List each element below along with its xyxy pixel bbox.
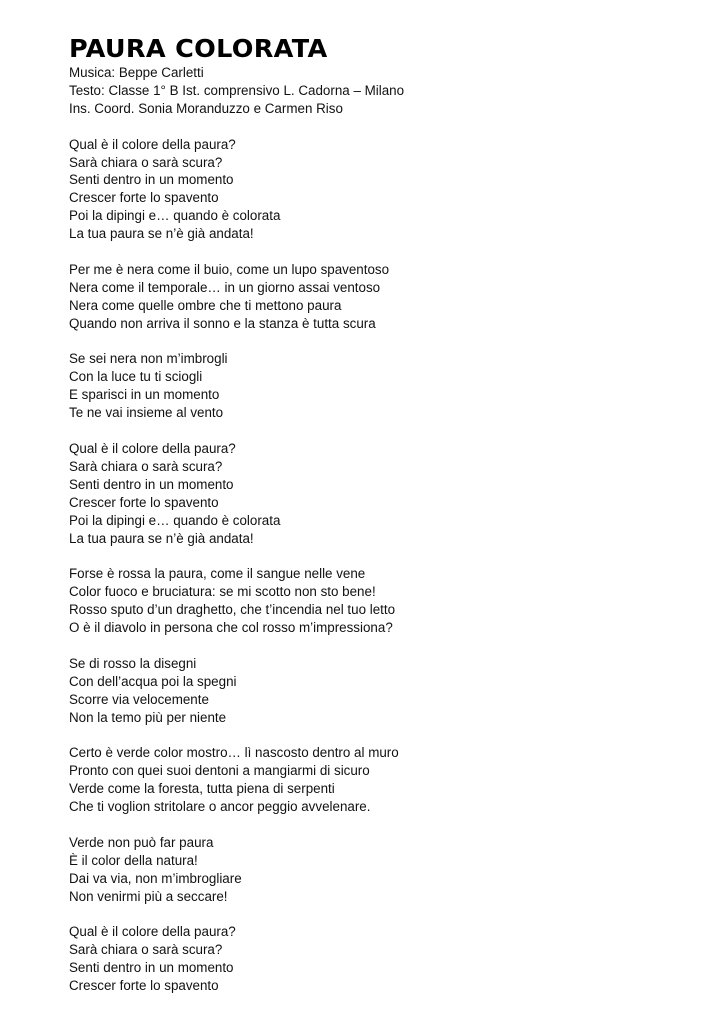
lyric-line: Se di rosso la disegni — [69, 655, 197, 671]
credit-lyrics: Testo: Classe 1° B Ist. comprensivo L. Cadorna – Milano — [69, 82, 405, 98]
lyric-line: È il color della natura! — [69, 852, 198, 868]
stanza-chorus — [69, 440, 709, 547]
lyric-line: Qual è il colore della paura? — [69, 924, 236, 940]
lyric-line: Qual è il colore della paura? — [69, 440, 236, 456]
lyric-line: Certo è verde color mostro… lì nascosto dentro al muro — [69, 745, 399, 761]
stanza-chorus — [69, 136, 709, 243]
lyric-line: Verde come la foresta, tutta piena di serpenti — [69, 781, 335, 797]
lyric-line: Sarà chiara o sarà scura? — [69, 458, 223, 474]
lyric-line: Nera come il temporale… in un giorno assai ventoso — [69, 279, 381, 295]
lyric-line: Te ne vai insieme al vento — [69, 405, 224, 421]
lyric-line: Per me è nera come il buio, come un lupo spaventoso — [69, 261, 390, 277]
lyric-line: Poi la dipingi e… quando è colorata — [69, 512, 281, 528]
lyrics-page — [69, 34, 709, 995]
song-title: PAURA COLORATA — [69, 34, 328, 63]
lyric-line: Pronto con quei suoi dentoni a mangiarmi di sicuro — [69, 763, 370, 779]
lyric-line: Forse è rossa la paura, come il sangue nelle vene — [69, 566, 366, 582]
stanza-verse — [69, 350, 709, 422]
lyric-line: Crescer forte lo spavento — [69, 494, 219, 510]
credit-music: Musica: Beppe Carletti — [69, 65, 204, 80]
lyric-line: Color fuoco e bruciatura: se mi scotto non sto bene! — [69, 584, 376, 600]
lyric-line: Se sei nera non m’imbrogli — [69, 351, 228, 367]
lyric-line: Crescer forte lo spavento — [69, 978, 219, 994]
credit-teachers: Ins. Coord. Sonia Moranduzzo e Carmen Riso — [69, 100, 343, 116]
lyric-line: Quando non arriva il sonno e la stanza è tutta scura — [69, 315, 376, 331]
stanza-verse — [69, 834, 709, 906]
lyric-line: Sarà chiara o sarà scura? — [69, 154, 223, 170]
lyric-line: Che ti voglion stritolare o ancor peggio avvelenare. — [69, 799, 371, 815]
lyric-line: La tua paura se n’è già andata! — [69, 226, 254, 242]
stanza-verse — [69, 744, 709, 816]
lyric-line: Senti dentro in un momento — [69, 172, 234, 188]
lyric-line: Qual è il colore della paura? — [69, 136, 236, 152]
lyric-line: Non la temo più per niente — [69, 709, 227, 725]
stanza-verse — [69, 655, 709, 727]
stanza-verse — [69, 261, 709, 333]
lyric-line: O è il diavolo in persona che col rosso m’impressiona? — [69, 620, 393, 636]
lyric-line: Dai va via, non m’imbrogliare — [69, 870, 242, 886]
credits-block — [69, 64, 709, 118]
lyric-line: Crescer forte lo spavento — [69, 190, 219, 206]
lyric-line: Rosso sputo d’un draghetto, che t’incendia nel tuo letto — [69, 602, 396, 618]
lyric-line: Scorre via velocemente — [69, 691, 209, 707]
lyric-line: La tua paura se n’è già andata! — [69, 530, 254, 546]
lyric-line: Non venirmi più a seccare! — [69, 888, 228, 904]
lyric-line: Con la luce tu ti sciogli — [69, 369, 203, 385]
lyric-line: Con dell’acqua poi la spegni — [69, 673, 237, 689]
lyric-line: Sarà chiara o sarà scura? — [69, 942, 223, 958]
lyric-line: Poi la dipingi e… quando è colorata — [69, 208, 281, 224]
stanza-verse — [69, 565, 709, 637]
lyric-line: Senti dentro in un momento — [69, 960, 234, 976]
stanza-chorus — [69, 923, 709, 995]
lyric-line: Nera come quelle ombre che ti mettono paura — [69, 297, 342, 313]
lyric-line: Verde non può far paura — [69, 834, 214, 850]
lyric-line: Senti dentro in un momento — [69, 476, 234, 492]
lyric-line: E sparisci in un momento — [69, 387, 220, 403]
